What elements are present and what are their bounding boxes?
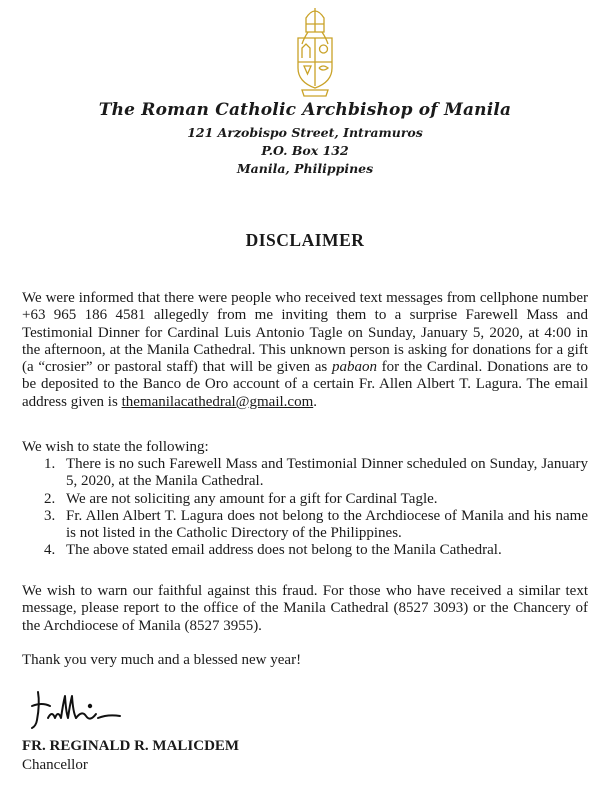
email-link[interactable]: themanilacathedral@gmail.com	[121, 393, 314, 410]
list-item-text: Fr. Allen Albert T. Lagura does not belong to the Archdiocese of Manila and his name is not listed in the Catholic Directory of the Philippines.	[66, 507, 588, 542]
paragraph-warning: We wish to warn our faithful against this fraud. For those who have received a similar text message, please report to the office of the Manila Cathedral (8527 3093) or the Chancery of the Archdiocese of Manila (8527 3955).	[22, 583, 588, 634]
list-item	[22, 542, 588, 559]
document-heading: DISCLAIMER	[245, 230, 365, 250]
pabaon-word: pabaon	[331, 359, 377, 376]
letterhead-city: Manila, Philippines	[236, 161, 374, 176]
list-item-number: 1.	[44, 456, 56, 472]
signer-title: Chancellor	[22, 757, 88, 773]
paragraph-notice	[22, 290, 588, 411]
paragraph-notice-text-a: We were informed that there were people who received text messages from cellphone number +63 965 186 4581 allegedly from me inviting them to a surprise Farewell Mass and Testimonial Dinner for Cardinal Luis Antonio Tagle on Sunday, January 5, 2020, at 4:00 in the afternoon, at the Manila Cathedral. This unknown person is asking for donations for a gift (a “crosier” or pastoral staff) that will be given as	[22, 290, 588, 376]
signer-name: FR. REGINALD R. MALICDEM	[22, 738, 240, 754]
list-item-number: 3.	[44, 507, 56, 524]
letterhead-po-box: P.O. Box 132	[261, 143, 349, 158]
statement-list	[22, 456, 588, 560]
list-item	[22, 491, 588, 508]
list-item-text: We are not soliciting any amount for a gift for Cardinal Tagle.	[66, 490, 438, 507]
list-item-text: There is no such Farewell Mass and Testimonial Dinner scheduled on Sunday, January 5, 2020, at the Manila Cathedral.	[66, 456, 588, 490]
paragraph-notice-text-b: for the Cardinal. Donations are to be deposited to the Banco de Oro account of a certain Fr. Allen Albert T. Lagura. The email address given is	[22, 359, 588, 410]
handwritten-signature	[28, 686, 138, 732]
list-item-text: The above stated email address does not belong to the Manila Cathedral.	[66, 542, 502, 559]
letterhead-street: 121 Arzobispo Street, Intramuros	[187, 125, 423, 140]
list-item-number: 4.	[44, 542, 56, 559]
list-item	[22, 508, 588, 543]
list-item	[22, 456, 588, 491]
paragraph-closing: Thank you very much and a blessed new year!	[22, 652, 302, 668]
statement-intro: We wish to state the following:	[22, 439, 209, 455]
letterhead-title: The Roman Catholic Archbishop of Manila	[98, 100, 512, 120]
paragraph-notice-text-c: .	[313, 393, 317, 410]
list-item-number: 2.	[44, 490, 56, 507]
archdiocese-coat-of-arms-icon	[284, 2, 346, 100]
